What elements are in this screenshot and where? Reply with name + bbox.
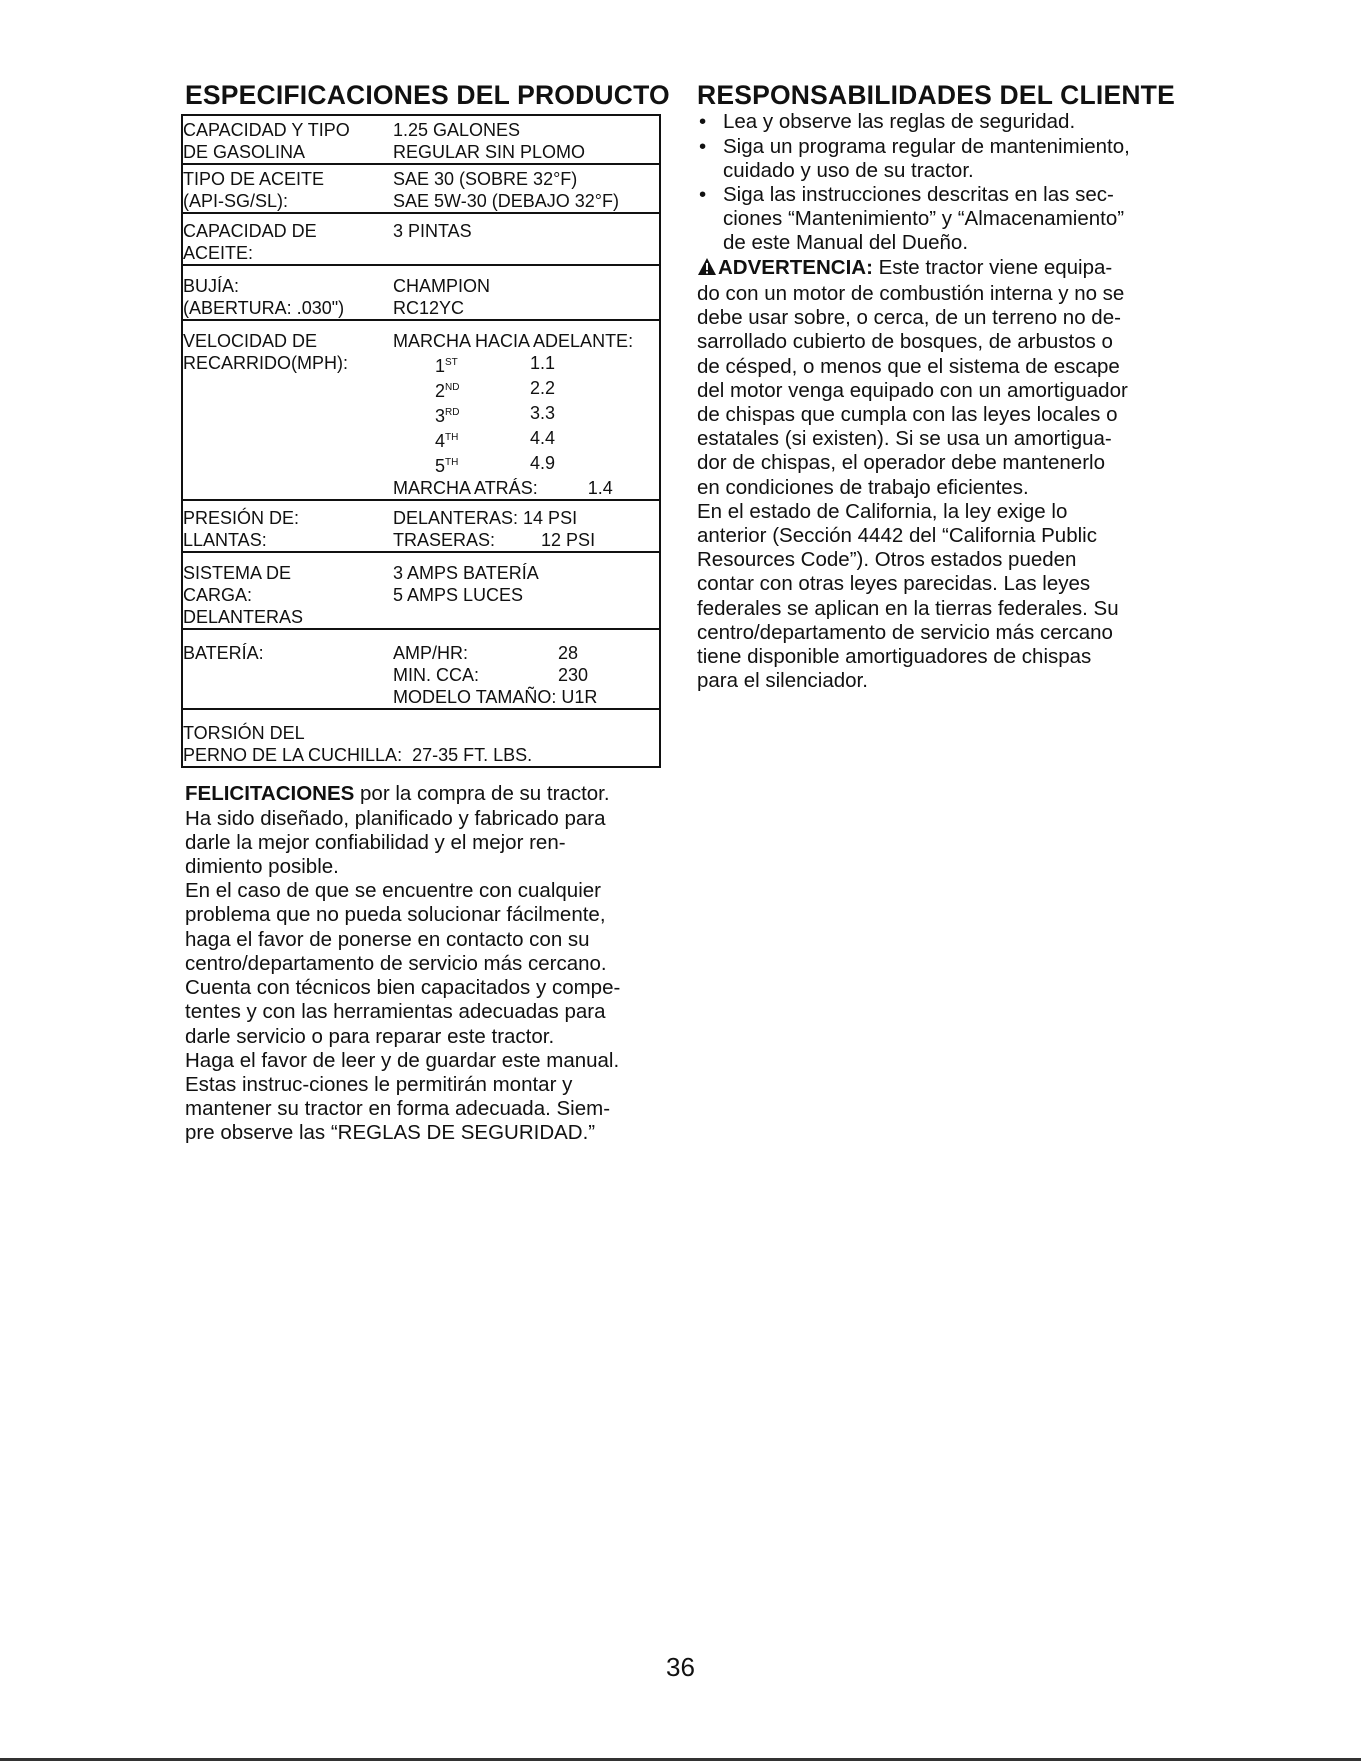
forward-heading: MARCHA HACIA ADELANTE: — [393, 331, 634, 352]
gear-row: 1ST 1.1 — [435, 353, 556, 377]
spec-row-blade-torque — [183, 710, 659, 768]
spec-row-speed — [183, 321, 659, 501]
gear-row: 4TH 4.4 — [435, 428, 556, 452]
spec-value: 3 AMPS BATERÍA — [393, 563, 539, 584]
spec-label: PRESIÓN DE: — [183, 508, 300, 529]
spec-value: RC12YC — [393, 298, 465, 319]
spec-label: DE GASOLINA — [183, 142, 306, 163]
list-item: • Siga un programa regular de mantenimiento, cuidado y uso de su tractor. — [697, 135, 1177, 183]
warning-heading: ADVERTENCIA: — [718, 255, 873, 279]
spec-value: 1.25 GALONES — [393, 120, 521, 141]
right-column — [697, 80, 1177, 693]
congratulations-paragraph: FELICITACIONES por la compra de su tractor. Ha sido diseñado, planificado y fabricado para darle la mejor confiabilidad y el mejor ren- dimiento posible. En el caso de que se encuentre con cualquier problema que no pueda solucionar fácilmente, haga el favor de ponerse en contacto con su centro/departamento de servicio más cercano. Cuenta con técnicos bien capacitados y compe- tentes y con las herramientas adecuadas para darle servicio o para reparar este tractor. Haga el favor de leer y de guardar este manual. Estas instruc-ciones le permitirán montar y mantener su tractor en forma adecuada. Siem- pre observe las “REGLAS DE SEGURIDAD.” — [185, 782, 621, 1145]
gear-row: 3RD 3.3 — [435, 403, 556, 427]
spec-label: BUJÍA: — [183, 276, 240, 297]
spec-row-oil-capacity — [183, 214, 659, 266]
customer-responsibilities-title: RESPONSABILIDADES DEL CLIENTE — [697, 80, 1175, 110]
spec-label: BATERÍA: — [183, 643, 264, 664]
spec-value: SAE 30 (SOBRE 32°F) — [393, 169, 578, 190]
specifications-title: ESPECIFICACIONES DEL PRODUCTO — [185, 80, 670, 110]
specifications-table — [181, 114, 661, 768]
spec-value: MODELO TAMAÑO: U1R — [393, 687, 598, 708]
spec-value: 28 — [558, 643, 579, 664]
spec-label: DELANTERAS — [183, 607, 304, 628]
spec-value: 27-35 FT. LBS. — [412, 745, 533, 766]
spec-value: SAE 5W-30 (DEBAJO 32°F) — [393, 191, 619, 212]
spec-label: PERNO DE LA CUCHILLA: — [183, 745, 403, 766]
spec-row-battery: BATERÍA: AMP/HR: 28 MIN. CCA: 230 MODELO TAMAÑO: U1R — [183, 630, 659, 710]
spec-value: 5 AMPS LUCES — [393, 585, 524, 606]
spec-label: TIPO DE ACEITE — [183, 169, 325, 190]
spec-value: REGULAR SIN PLOMO — [393, 142, 586, 163]
spec-row-fuel — [183, 116, 659, 165]
spec-value: DELANTERAS: 14 PSI — [393, 508, 578, 529]
spec-value: CHAMPION — [393, 276, 491, 297]
spec-value: TRASERAS: 12 PSI — [393, 530, 596, 551]
spec-value: 230 — [558, 665, 589, 686]
spec-label: ACEITE: — [183, 243, 254, 264]
congratulations-heading: FELICITACIONES — [185, 782, 355, 806]
page-number: 36 — [666, 1652, 695, 1682]
spec-row-charging — [183, 553, 659, 630]
spec-value: 3 PINTAS — [393, 221, 472, 242]
reverse-speed: MARCHA ATRÁS: 1.4 — [393, 478, 613, 499]
spec-row-oil-type — [183, 165, 659, 214]
spec-label: (API-SG/SL): — [183, 191, 289, 212]
spec-label: (ABERTURA: .030") — [183, 298, 345, 319]
spec-row-spark-plug — [183, 266, 659, 321]
spec-label: CAPACIDAD Y TIPO — [183, 120, 350, 141]
spec-row-tire-pressure — [183, 501, 659, 553]
warning-triangle-icon — [697, 257, 717, 282]
spec-label: LLANTAS: — [183, 530, 267, 551]
warning-paragraph: ADVERTENCIA: Este tractor viene equipa- do con un motor de combustión interna y no se debe usar sobre, o cerca, de un terreno no de- sarrollado cubierto de bosques, de arbustos o de césped, o menos que el sistema de escape del motor venga equipado con un amortiguador de chispas que cumpla con las leyes locales o estatales (si existen). Si se usa un amortigua- dor de chispas, el operador debe mantenerlo en condiciones de trabajo eficientes. En el estado de California, la ley exige lo anterior (Sección 4442 del “California Public Resources Code”). Otros estados pueden contar con otras leyes parecidas. Las leyes federales se aplican en la tierras federales. Su centro/departamento de servicio más cercano tiene disponible amortiguadores de chispas para el silenciador. — [697, 255, 1128, 693]
gear-row: 5TH 4.9 — [435, 453, 556, 477]
responsibility-list — [697, 110, 1177, 255]
list-item: • Lea y observe las reglas de seguridad. — [697, 110, 1177, 134]
spec-label: RECARRIDO(MPH): — [183, 353, 348, 374]
spec-label: TORSIÓN DEL — [183, 723, 305, 744]
left-column — [183, 80, 670, 1146]
spec-label: VELOCIDAD DE — [183, 331, 318, 352]
spec-label: SISTEMA DE — [183, 563, 292, 584]
gear-row: 2ND 2.2 — [435, 378, 556, 402]
spec-label: CARGA: — [183, 585, 253, 606]
list-item: • Siga las instrucciones descritas en las sec- ciones “Mantenimiento” y “Almacenamiento” de este Manual del Dueño. — [697, 183, 1177, 256]
spec-label: CAPACIDAD DE — [183, 221, 317, 242]
